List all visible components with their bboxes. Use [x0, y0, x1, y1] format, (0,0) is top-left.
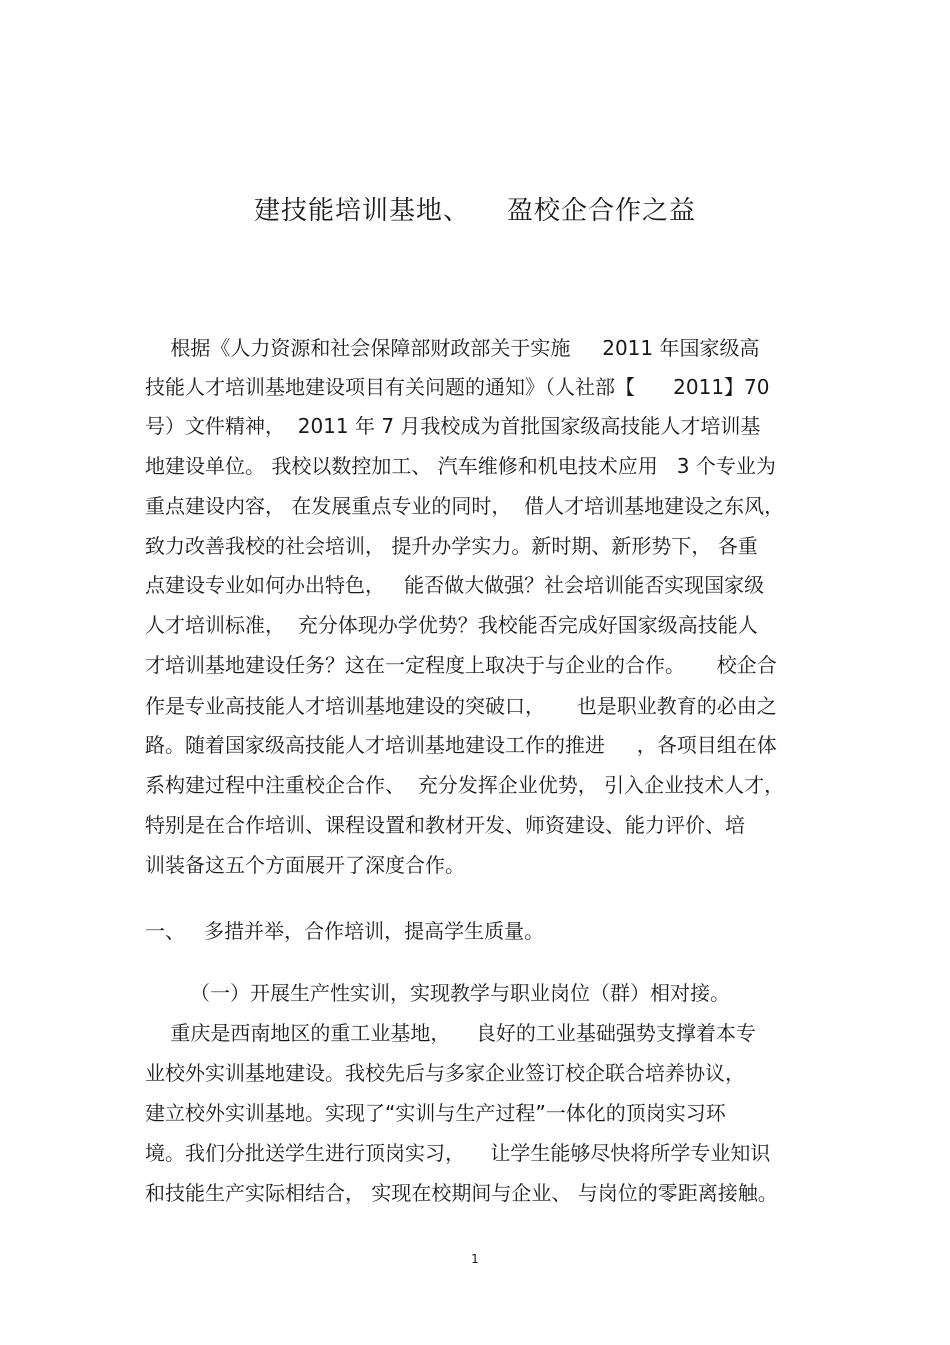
paragraph-1-line-10: 作是专业高技能人才培训基地建设的突破口， 也是职业教育的必由之 [145, 694, 777, 718]
document-title: 建技能培训基地、 盈校企合作之益 [253, 196, 697, 226]
paragraph-2-line-3: 建立校外实训基地。实现了“实训与生产过程”一体化的顶岗实习环 [145, 1101, 726, 1125]
paragraph-1-line-4: 地建设单位。 我校以数控加工、 汽车维修和机电技术应用 3 个专业为 [145, 454, 776, 478]
paragraph-1-line-2: 技能人才培训基地建设项目有关问题的通知》（人社部【 2011】70 [145, 375, 770, 399]
paragraph-2-line-2: 业校外实训基地建设。我校先后与多家企业签订校企联合培养协议， [145, 1061, 745, 1085]
paragraph-1-line-8: 人才培训标准， 充分体现办学优势？我校能否完成好国家级高技能人 [145, 613, 758, 637]
section-1-heading: 一、 多措并举，合作培训，提高学生质量。 [145, 919, 545, 943]
paragraph-1-line-11: 路。随着国家级高技能人才培训基地建设工作的推进 ，各项目组在体 [145, 733, 777, 757]
paragraph-1-line-5: 重点建设内容， 在发展重点专业的同时， 借人才培训基地建设之东风， [145, 494, 785, 518]
paragraph-1-line-7: 点建设专业如何办出特色， 能否做大做强？社会培训能否实现国家级 [145, 573, 765, 597]
subsection-1-heading: （一）开展生产性实训，实现教学与职业岗位（群）相对接。 [190, 981, 730, 1005]
paragraph-2-line-1: 重庆是西南地区的重工业基地， 良好的工业基础强势支撑着本专 [145, 1021, 756, 1045]
paragraph-1-line-13: 特别是在合作培训、课程设置和教材开发、师资建设、能力评价、培 [145, 813, 745, 837]
paragraph-1-line-6: 致力改善我校的社会培训， 提升办学实力。新时期、新形势下， 各重 [145, 534, 758, 558]
paragraph-1-line-3: 号）文件精神， 2011 年 7 月我校成为首批国家级高技能人才培训基 [145, 414, 761, 438]
paragraph-1-line-9: 才培训基地建设任务？这在一定程度上取决于与企业的合作。 校企合 [145, 653, 777, 677]
paragraph-2-line-5: 和技能生产实际相结合， 实现在校期间与企业、 与岗位的零距离接触。 [145, 1181, 778, 1205]
paragraph-1-line-12: 系构建过程中注重校企合作、 充分发挥企业优势， 引入企业技术人才， [145, 773, 785, 797]
paragraph-1-line-14: 训装备这五个方面展开了深度合作。 [145, 853, 465, 877]
paragraph-1-line-1: 根据《人力资源和社会保障部财政部关于实施 2011 年国家级高 [145, 336, 760, 360]
page-number: 1 [471, 1252, 479, 1266]
paragraph-2-line-4: 境。我们分批送学生进行顶岗实习， 让学生能够尽快将所学专业知识 [145, 1141, 771, 1165]
